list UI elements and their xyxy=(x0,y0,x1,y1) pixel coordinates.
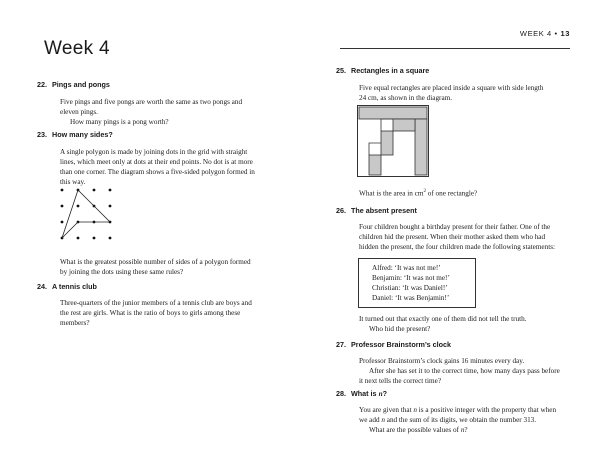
text-line: How many pings is a pong worth? xyxy=(70,118,169,126)
text-line: by joining the dots using these same rules? xyxy=(60,268,184,276)
question-26-body xyxy=(359,222,591,252)
text-line: members? xyxy=(60,319,90,327)
question-23-heading xyxy=(23,130,113,139)
question-title: Professor Brainstorm’s clock xyxy=(351,340,451,349)
rectangle-3 xyxy=(393,119,415,131)
dot-grid-diagram xyxy=(55,185,125,247)
question-25-heading xyxy=(322,66,429,75)
text-line: this way. xyxy=(60,178,86,186)
rectangles-in-square-diagram xyxy=(357,105,429,177)
question-22-heading xyxy=(23,80,110,89)
question-title: What is xyxy=(351,389,379,398)
question-number: 24. xyxy=(37,282,47,291)
question-title-end: ? xyxy=(382,389,387,398)
rectangle-4 xyxy=(381,131,393,155)
page-number: 13 xyxy=(560,29,570,38)
text-line: It turned out that exactly one of them did not tell the truth. xyxy=(359,315,527,323)
question-22-body xyxy=(60,97,300,127)
rectangle-1 xyxy=(359,107,427,119)
question-28-heading xyxy=(322,389,387,398)
text-line: eleven pings. xyxy=(60,108,98,116)
text-line: Five equal rectangles are placed inside a square with side length xyxy=(359,84,544,92)
question-number: 23. xyxy=(37,130,47,139)
text-line: the rest are girls. What is the ratio of boys to girls among these xyxy=(60,309,241,317)
question-24-body xyxy=(60,298,300,328)
question-27-body xyxy=(359,356,591,386)
statement: Daniel: ‘It was Benjamin!’ xyxy=(372,294,450,302)
question-26-conclusion xyxy=(359,314,591,334)
text-line: Five pings and five pongs are worth the same as two pongs and xyxy=(60,98,243,106)
question-27-heading xyxy=(322,340,451,349)
question-number: 26. xyxy=(336,206,346,215)
text-line: Three-quarters of the junior members of a tennis club are boys and xyxy=(60,299,252,307)
question-number: 22. xyxy=(37,80,47,89)
text-line: What are the possible values of n? xyxy=(369,426,468,434)
text-line: than one corner. The diagram shows a five-sided polygon formed in xyxy=(60,168,255,176)
text-line: children hid the present. When their mother asked them who had xyxy=(359,233,546,241)
question-number: 25. xyxy=(336,66,346,75)
page-title: Week 4 xyxy=(44,38,110,59)
text-line: it next tells the correct time? xyxy=(359,377,442,385)
question-23-body xyxy=(60,147,300,187)
text-line: hidden the present, the four children made the following statements: xyxy=(359,243,556,251)
running-head-label: WEEK 4 xyxy=(519,29,552,38)
question-23-prompt xyxy=(60,257,300,277)
statement: Christian: ‘It was Daniel!’ xyxy=(372,284,448,292)
variable-n: n xyxy=(413,406,417,414)
question-title: The absent present xyxy=(351,206,417,215)
question-number: 28. xyxy=(336,389,346,398)
variable-n: n xyxy=(381,416,385,424)
statement: Benjamin: ‘It was not me!’ xyxy=(372,274,450,282)
running-head xyxy=(520,29,570,38)
text-line: What is the greatest possible number of sides of a polygon formed xyxy=(60,258,251,266)
question-number: 27. xyxy=(336,340,346,349)
question-title: Pings and pongs xyxy=(52,80,110,89)
running-head-bullet: • xyxy=(554,29,558,38)
question-25-prompt xyxy=(359,187,589,198)
statements-box xyxy=(358,258,476,308)
text-segment: What is the area in cm xyxy=(359,189,424,198)
question-title: How many sides? xyxy=(52,130,113,139)
rectangle-5 xyxy=(369,155,381,175)
text-line: Who hid the present? xyxy=(369,325,431,333)
text-line: 24 cm, as shown in the diagram. xyxy=(359,94,453,102)
text-line: lines, which meet only at dots at their end points. No dot is at more xyxy=(60,158,253,166)
text-line: Professor Brainstorm’s clock gains 16 minutes every day. xyxy=(359,357,525,365)
text-line: we add n and the sum of its digits, we obtain the number 313. xyxy=(359,416,537,424)
text-line: After she has set it to the correct time, how many days pass before xyxy=(369,367,560,375)
text-line: Four children bought a birthday present for their father. One of the xyxy=(359,223,551,231)
question-25-body xyxy=(359,83,589,103)
variable-n: n xyxy=(460,426,465,434)
question-26-heading xyxy=(322,206,417,215)
question-24-heading xyxy=(23,282,97,291)
statement: Alfred: ‘It was not me!’ xyxy=(372,264,441,272)
question-title: Rectangles in a square xyxy=(351,66,430,75)
superscript: 2 xyxy=(423,189,426,194)
five-sided-polygon xyxy=(62,190,110,238)
text-segment: of one rectangle? xyxy=(425,189,478,198)
text-line: A single polygon is made by joining dots in the grid with straight xyxy=(60,148,248,156)
variable-n: n xyxy=(378,390,383,398)
question-28-body xyxy=(359,405,593,435)
header-rule xyxy=(340,48,570,49)
rectangle-2 xyxy=(415,119,427,175)
question-title: A tennis club xyxy=(52,282,97,291)
text-line: You are given that n is a positive integer with the property that when xyxy=(359,406,557,414)
